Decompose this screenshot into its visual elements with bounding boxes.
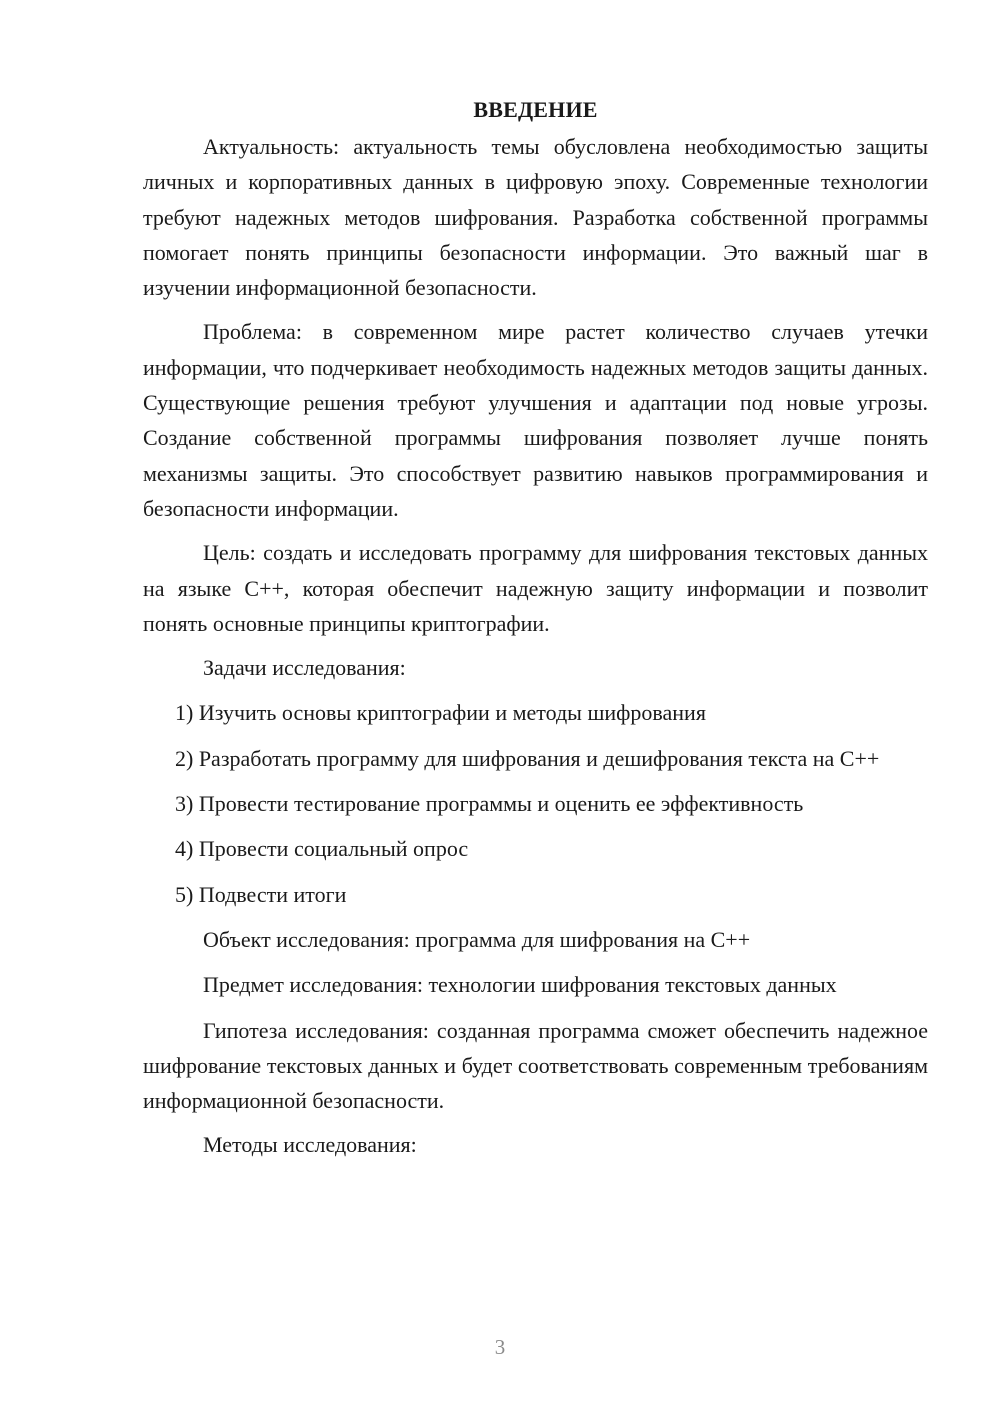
page-number: 3 xyxy=(494,1335,506,1359)
paragraph-goal: Цель: создать и исследовать программу для шифрования текстовых данных на языке С++, которая обеспечит надежную защиту информации и позволит понять основные принципы криптографии. xyxy=(143,540,928,636)
list-item: 5) Подвести итоги xyxy=(175,881,347,907)
list-item: 3) Провести тестирование программы и оценить ее эффективность xyxy=(175,791,804,817)
paragraph-hypothesis: Гипотеза исследования: созданная программа сможет обеспечить надежное шифрование текстовых данных и будет соответствовать современным требованиям информационной безопасности. xyxy=(143,1017,928,1114)
paragraph-object: Объект исследования: программа для шифрования на С++ xyxy=(203,926,751,952)
tasks-title: Задачи исследования: xyxy=(203,655,406,681)
list-item: 1) Изучить основы криптографии и методы шифрования xyxy=(175,700,706,726)
paragraph-relevance: Актуальность: актуальность темы обусловлена необходимостью защиты личных и корпоративных данных в цифровую эпоху. Современные технологии требуют надежных методов шифрования. Разработка собственной программы помогает понять принципы безопасности информации. Это важный шаг в изучении информационной безопасности. xyxy=(143,134,928,301)
methods-title: Методы исследования: xyxy=(203,1132,417,1158)
list-item: 4) Провести социальный опрос xyxy=(175,836,469,862)
paragraph-subject: Предмет исследования: технологии шифрования текстовых данных xyxy=(203,972,837,998)
page-content xyxy=(143,92,928,1173)
tasks-list xyxy=(143,695,928,911)
paragraph-problem: Проблема: в современном мире растет количество случаев утечки информации, что подчеркивает необходимость надежных методов защиты данных. Существующие решения требуют улучшения и адаптации под новые угрозы. Создание собственной программы шифрования позволяет лучше понять механизмы защиты. Это способствует развитию навыков программирования и безопасности информации. xyxy=(143,319,928,521)
section-heading: ВВЕДЕНИЕ xyxy=(473,97,598,122)
list-item: 2) Разработать программу для шифрования и дешифрования текста на С++ xyxy=(175,745,880,771)
